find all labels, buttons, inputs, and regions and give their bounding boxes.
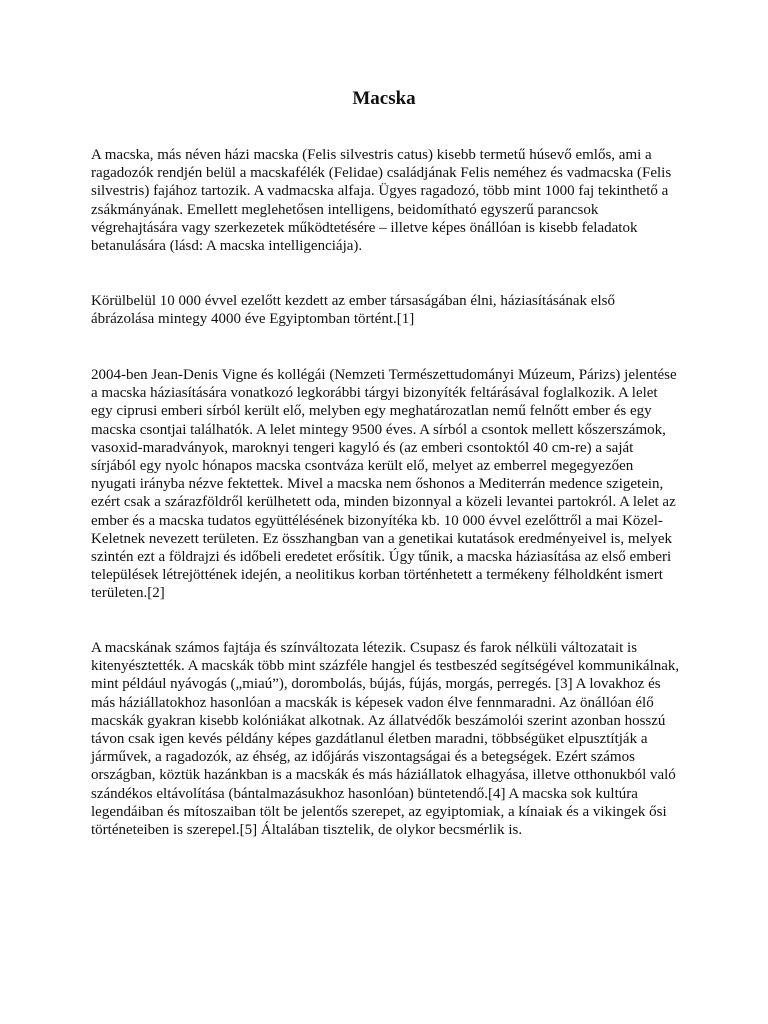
paragraph-breeds-behavior: A macskának számos fajtája és színváltozata létezik. Csupasz és farok nélküli változatait is kitenyésztették. A macskák több mint százféle hangjel és testbeszéd segítségével kommunikálnak, mint például nyávogás („miaú”), dorombolás, bújás, fújás, morgás, perregés. [3] A lovakhoz és más háziállatokhoz hasonlóan a macskák is képesek vadon élve fennmaradni. Az önállóan élő macskák gyakran kisebb kolóniákat alkotnak. Az állatvédők beszámolói szerint azonban hosszú távon csak igen kevés példány képes gazdátlanul életben maradni, többségüket elpusztítják a járművek, a ragadozók, az éhség, az időjárás viszontagságai és a betegségek. Ezért számos országban, köztük hazánkban is a macskák és más háziállatok elhagyása, illetve otthonukból való szándékos eltávolítása (bántalmazásukhoz hasonlóan) büntetendő.[4] A macska sok kultúra legendáiban és mítoszaiban tölt be jelentős szerepet, az egyiptomiak, a kínaiak és a vikingek ősi történeteiben is szerepel.[5] Általában tisztelik, de olykor becsmérlik is. [91, 640, 680, 839]
paragraph-archaeology: 2004-ben Jean-Denis Vigne és kollégái (Nemzeti Természettudományi Múzeum, Párizs) jelentése a macska háziasítására vonatkozó legkorábbi tárgyi bizonyíték feltárásával foglalkozik. A lelet egy ciprusi emberi sírból került elő, melyben egy meghatározatlan nemű felnőtt ember és egy macska csontjai találhatók. A lelet mintegy 9500 éves. A sírból a csontok mellett kőszerszámok, vasoxid-maradványok, maroknyi tengeri kagyló és (az emberi csontoktól 40 cm-re) a saját sírjából egy nyolc hónapos macska csontváza került elő, melyet az emberrel megegyezően nyugati irányba nézve fektettek. Mivel a macska nem őshonos a Mediterrán medence szigetein, ezért csak a szárazföldről kerülhetett oda, minden bizonnyal a közeli levantei partokról. A lelet az ember és a macska tudatos együttélésének bizonyítéka kb. 10 000 évvel ezelőttről a mai Közel-Keletnek nevezett területen. Ez összhangban van a genetikai kutatások eredményeivel is, melyek szintén ezt a földrajzi és időbeli eredetet erősítik. Úgy tűnik, a macska háziasítása az első emberi települések létrejöttének idején, a neolitikus korban történhetett a termékeny félholdként ismert területen.[2] [91, 367, 677, 602]
paragraph-intro: A macska, más néven házi macska (Felis silvestris catus) kisebb termetű húsevő emlős, ami a ragadozók rendjén belül a macskafélék (Felidae) családjának Felis neméhez és vadmacska (Felis silvestris) fajához tartozik. A vadmacska alfaja. Ügyes ragadozó, több mint 1000 faj tekinthető a zsákmányának. Emellett meglehetősen intelligens, beidomítható egyszerű parancsok végrehajtására vagy szerkezetek működtetésére – illetve képes önállóan is kisebb feladatok betanulására (lásd: A macska intelligenciája). [91, 147, 672, 255]
document-title: Macska [352, 88, 416, 109]
paragraph-domestication: Körülbelül 10 000 évvel ezelőtt kezdett az ember társaságában élni, háziasításának első ábrázolása mintegy 4000 éve Egyiptomban történt.[1] [91, 293, 615, 328]
